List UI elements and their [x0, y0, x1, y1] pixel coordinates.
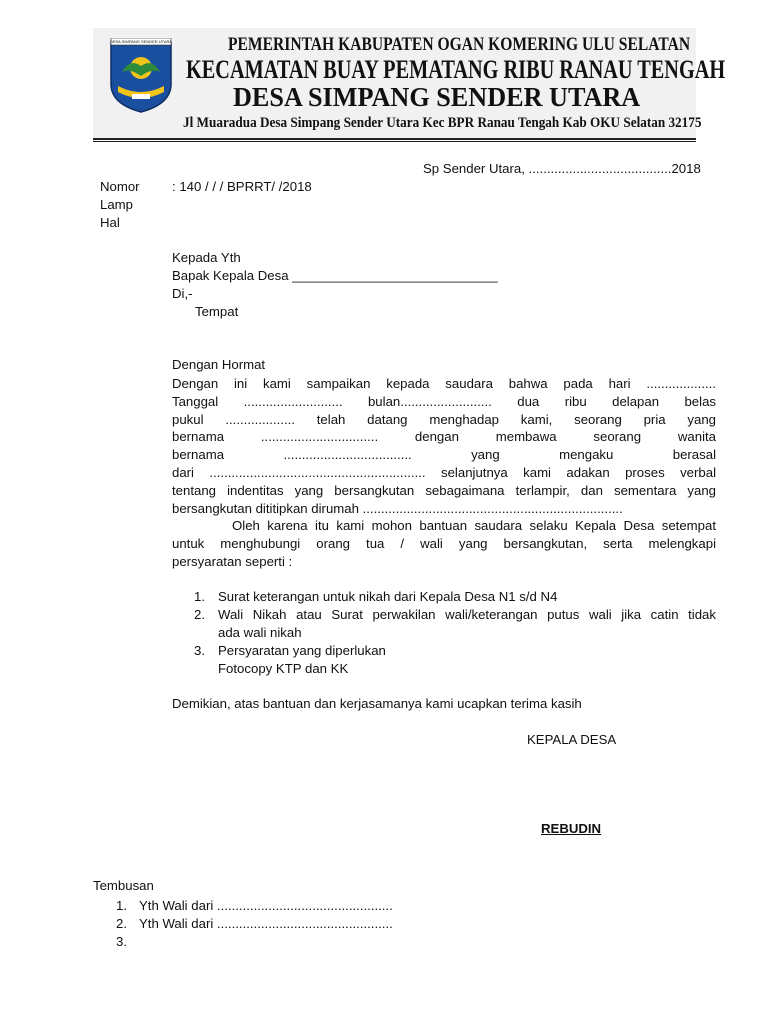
- recipient-place: Tempat: [195, 304, 239, 319]
- requirement-item: Wali Nikah atau Surat perwakilan wali/keterangan putus wali jika catin tidak: [218, 607, 716, 622]
- logo-caption: DESA SIMPANG SENDER UTARA: [109, 39, 173, 45]
- requirement-item-continued: ada wali nikah: [218, 625, 302, 640]
- body-line: persyaratan seperti :: [172, 553, 293, 569]
- letterhead-district: KECAMATAN BUAY PEMATANG RIBU RANAU TENGAH: [186, 55, 726, 84]
- place-date: Sp Sender Utara, .......................................2018: [423, 161, 701, 176]
- cc-number: 2.: [116, 916, 127, 931]
- requirement-number: 2.: [194, 607, 205, 622]
- nomor-label: Nomor: [100, 179, 140, 194]
- cc-number: 3.: [116, 934, 127, 949]
- body-line: tentang indentitas yang bersangkutan sebagaimana terlampir, dan sementara yang: [172, 482, 716, 498]
- closing-sentence: Demikian, atas bantuan dan kerjasamanya kami ucapkan terima kasih: [172, 696, 582, 711]
- letterhead-government: PEMERINTAH KABUPATEN OGAN KOMERING ULU SELATAN: [228, 34, 691, 55]
- body-line: bernama ................................... yang mengaku berasal: [172, 447, 716, 463]
- body-line: bersangkutan dititipkan dirumah .......................................................................: [172, 500, 623, 516]
- nomor-value: : 140 / / / BPRRT/ /2018: [172, 179, 312, 194]
- body-line: bernama ................................ dengan membawa seorang wanita: [172, 429, 716, 445]
- cc-number: 1.: [116, 898, 127, 913]
- recipient-name: Bapak Kepala Desa ____________________________: [172, 268, 498, 283]
- requirement-item: Persyaratan yang diperlukan: [218, 643, 386, 658]
- body-line: dari ........................................................... selanjutnya kami adakan proses verbal: [172, 464, 716, 480]
- salutation: Dengan Hormat: [172, 357, 266, 372]
- requirement-number: 1.: [194, 589, 205, 604]
- body-line: pukul ................... telah datang menghadap kami, seorang pria yang: [172, 411, 716, 427]
- cc-item: Yth Wali dari ................................................: [139, 916, 393, 931]
- cc-label: Tembusan: [93, 878, 154, 893]
- signature-title: KEPALA DESA: [527, 732, 617, 747]
- recipient-greeting: Kepada Yth: [172, 250, 241, 265]
- letterhead-divider: [93, 138, 696, 140]
- requirement-item: Surat keterangan untuk nikah dari Kepala Desa N1 s/d N4: [218, 589, 558, 604]
- cc-item: Yth Wali dari ................................................: [139, 898, 393, 913]
- requirement-item-continued: Fotocopy KTP dan KK: [218, 661, 349, 676]
- signature-name: REBUDIN: [541, 821, 602, 836]
- lamp-label: Lamp: [100, 197, 133, 212]
- body-line: Tanggal ........................... bulan......................... dua ribu delapan belas: [172, 393, 716, 409]
- body-paragraph-1: [172, 375, 716, 517]
- recipient-di: Di,-: [172, 286, 193, 301]
- body-line: Oleh karena itu kami mohon bantuan saudara selaku Kepala Desa setempat: [232, 518, 716, 533]
- letterhead-divider-thin: [93, 141, 696, 142]
- letterhead-village: DESA SIMPANG SENDER UTARA: [233, 82, 641, 112]
- body-line: Dengan ini kami sampaikan kepada saudara bahwa pada hari ...................: [172, 376, 716, 391]
- body-paragraph-2: [172, 517, 716, 570]
- requirement-number: 3.: [194, 643, 205, 658]
- regency-emblem-icon: [108, 38, 174, 114]
- hal-label: Hal: [100, 215, 120, 230]
- body-line: untuk menghubungi orang tua / wali yang bersangkutan, serta melengkapi: [172, 535, 716, 551]
- letterhead-address: Jl Muaradua Desa Simpang Sender Utara Kec BPR Ranau Tengah Kab OKU Selatan 32175: [183, 115, 702, 131]
